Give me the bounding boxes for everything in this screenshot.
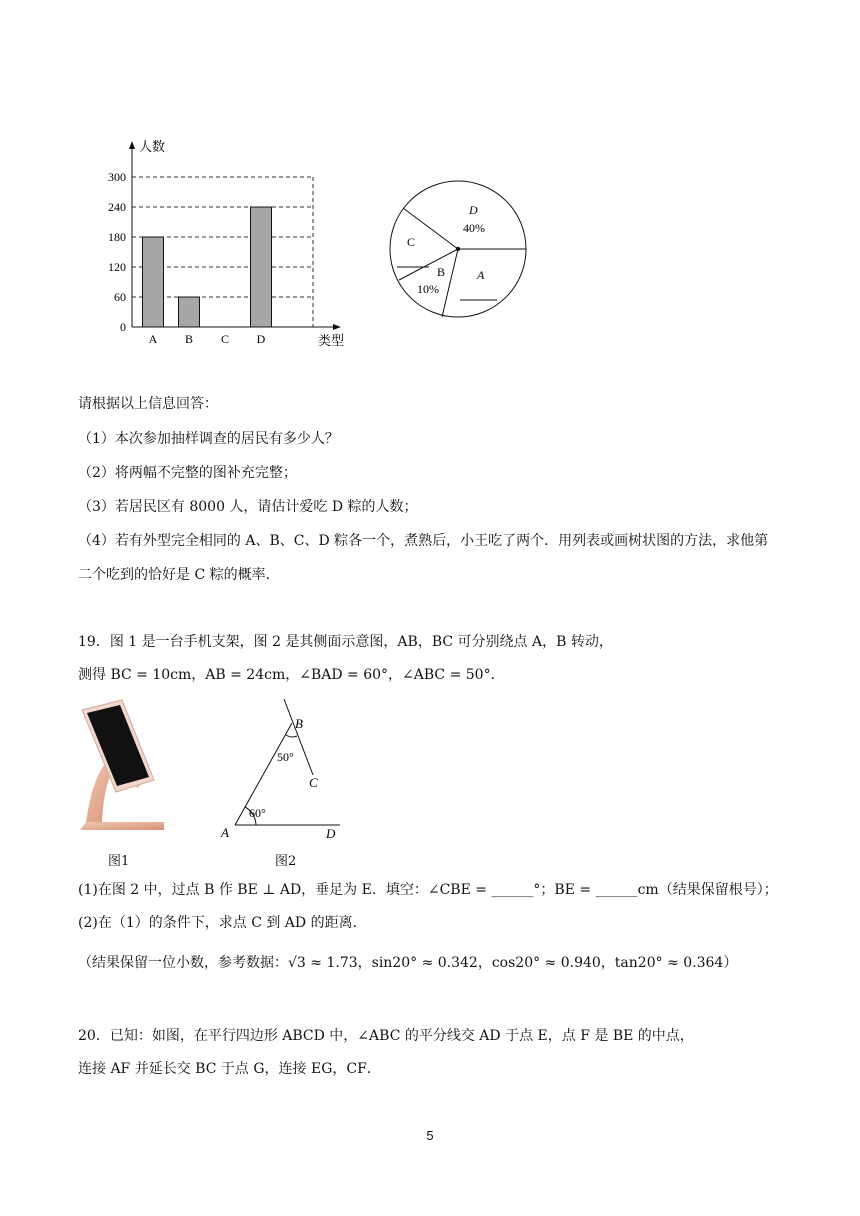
bar-xtick-label: A: [148, 332, 158, 346]
pie-value-d: 40%: [463, 221, 485, 235]
bar-a: [143, 237, 164, 327]
q18-part2: （2）将两幅不完整的图补充完整；: [78, 465, 297, 481]
fig2-label-d: D: [326, 826, 336, 841]
bar-b: [179, 297, 200, 327]
page-number: 5: [426, 1128, 434, 1143]
bar-xtick-label: D: [256, 332, 266, 346]
bar-chart: [95, 135, 355, 355]
fig2-label-c: C: [309, 775, 318, 790]
bar-ytick-label: 240: [108, 200, 126, 214]
bar-xtick-label: C: [220, 332, 230, 346]
fig1-caption: 图1: [108, 854, 130, 869]
phone-stand-figure: [72, 698, 172, 838]
q18-part4-line2: 二个吃到的恰好是 C 粽的概率．: [78, 567, 280, 583]
fig2-label-b: B: [295, 716, 303, 731]
bar-ytick-label: 300: [108, 170, 126, 184]
q20-line1: 20．已知：如图，在平行四边形 ABCD 中，∠ABC 的平分线交 AD 于点 E，点 F 是 BE 的中点，: [78, 1028, 694, 1044]
fig2-label-a: A: [221, 825, 229, 840]
pie-label-d: D: [469, 203, 478, 217]
pie-label-a: A: [477, 268, 485, 282]
q19-note: （结果保留一位小数，参考数据：√3 ≈ 1.73，sin20° ≈ 0.342，cos20° ≈ 0.940，tan20° ≈ 0.364）: [78, 955, 738, 971]
q18-part4-line1: （4）若有外型完全相同的 A、B、C、D 粽各一个，煮熟后，小王吃了两个．用列表或画树状图的方法，求他第: [78, 533, 769, 549]
fig2-angle-b: 50°: [277, 750, 294, 764]
fig2-caption: 图2: [275, 854, 297, 869]
pie-label-b: B: [437, 265, 446, 279]
bar-ytick-label: 0: [120, 320, 126, 334]
q20-line2: 连接 AF 并延长交 BC 于点 G，连接 EG，CF．: [78, 1061, 381, 1077]
bar-ytick-label: 120: [108, 260, 126, 274]
q19-part1: (1)在图 2 中，过点 B 作 BE ⊥ AD，垂足为 E．填空：∠CBE = ______°；BE = ______cm（结果保留根号）；: [78, 882, 778, 898]
bar-ylabel: 人数: [139, 139, 166, 154]
bar-d: [251, 207, 272, 327]
pie-chart: [385, 178, 535, 323]
q18-intro: 请根据以上信息回答：: [78, 396, 218, 412]
pie-label-c: C: [407, 235, 416, 249]
bar-ytick-label: 60: [114, 290, 126, 304]
q18-part1: （1）本次参加抽样调查的居民有多少人？: [78, 431, 339, 447]
q19-line2: 测得 BC = 10cm，AB = 24cm，∠BAD = 60°，∠ABC = 50°．: [78, 667, 505, 683]
fig2-angle-a: 60°: [249, 806, 266, 820]
pie-value-b: 10%: [417, 282, 439, 296]
q18-part3: （3）若居民区有 8000 人，请估计爱吃 D 粽的人数；: [78, 499, 418, 515]
geometry-figure-2: [218, 695, 348, 845]
q19-line1: 19．图 1 是一台手机支架，图 2 是其侧面示意图，AB，BC 可分别绕点 A，B 转动，: [78, 634, 613, 650]
bar-ytick-label: 180: [108, 230, 126, 244]
bar-xlabel: 类型: [318, 333, 345, 348]
bar-xtick-label: B: [184, 332, 194, 346]
q19-part2: (2)在（1）的条件下，求点 C 到 AD 的距离．: [78, 915, 367, 931]
